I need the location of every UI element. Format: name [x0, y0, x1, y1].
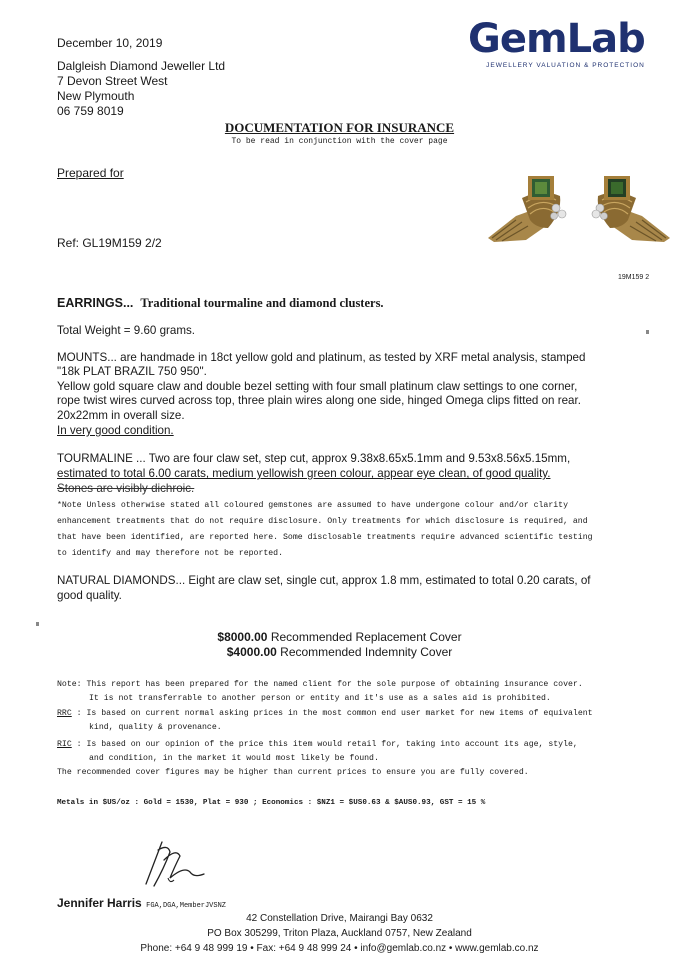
ric-line-2: and condition, in the market it would most likely be found.: [89, 754, 379, 763]
reference-number: Ref: GL19M159 2/2: [57, 236, 162, 250]
ric-text-1: : Is based on our opinion of the price this item would retail for, taking into account its age, style,: [76, 740, 578, 749]
indemnity-cover: [0, 645, 679, 659]
scan-mark: [646, 330, 649, 334]
signer-name: Jennifer Harris: [57, 896, 142, 910]
prepared-for-label: Prepared for: [57, 166, 124, 180]
mounts-line-4: rope twist wires curved across top, three plain wires along one side, hinged Omega clips fitted on rear.: [57, 394, 581, 407]
note-line-1: [57, 678, 583, 692]
left-earring: [488, 176, 566, 242]
report-date: December 10, 2019: [57, 36, 163, 50]
ric-line-1: [57, 738, 578, 752]
logo-tagline: JEWELLERY VALUATION & PROTECTION: [486, 62, 645, 69]
item-heading-rest: Traditional tourmaline and diamond clusters.: [140, 296, 384, 310]
tourmaline-line-2: estimated to total 6.00 carats, medium yellowish green colour, appear eye clean, of good quality.: [57, 467, 551, 480]
signer-block: [57, 894, 226, 912]
indemnity-label: Recommended Indemnity Cover: [280, 645, 453, 659]
replacement-amount: $8000.00: [217, 630, 268, 644]
final-note: The recommended cover figures may be higher than current prices to ensure you are fully covered.: [57, 768, 529, 777]
address-company: Dalgleish Diamond Jeweller Ltd: [57, 59, 226, 73]
signer-credentials: FGA,DGA,MemberJVSNZ: [146, 902, 226, 910]
gemlab-logo: [468, 18, 663, 78]
mounts-line-1: MOUNTS... are handmade in 18ct yellow gold and platinum, as tested by XRF metal analysis, stamped: [57, 351, 586, 364]
replacement-label: Recommended Replacement Cover: [270, 630, 462, 644]
footer-address: 42 Constellation Drive, Mairangi Bay 0632: [246, 913, 433, 924]
rrc-text-1: : Is based on current normal asking prices in the most common end user market for new items of equivalent: [76, 709, 593, 718]
rrc-line-1: [57, 707, 593, 721]
mounts-line-2: "18k PLAT BRAZIL 750 950".: [57, 365, 207, 378]
mounts-line-3: Yellow gold square claw and double bezel setting with four small platinum claw settings to one corner,: [57, 380, 578, 393]
treatment-note-line-4: to identify and may therefore not be reported.: [57, 549, 284, 558]
address-phone: 06 759 8019: [57, 104, 124, 118]
right-earring: [592, 176, 670, 242]
document-subtitle: To be read in conjunction with the cover page: [231, 137, 448, 146]
tourmaline-line-1: TOURMALINE ... Two are four claw set, step cut, approx 9.38x8.65x5.1mm and 9.53x8.56x5.15mm,: [57, 452, 571, 465]
image-code: 19M159 2: [618, 274, 650, 281]
earrings-photo: [486, 168, 672, 268]
treatment-note-line-2: enhancement treatments that do not require disclosure. Only treatments for which disclosure is required, and: [57, 517, 588, 526]
logo-text: GemLab: [468, 16, 645, 62]
treatment-note-line-1: *Note Unless otherwise stated all coloured gemstones are assumed to have undergone colour and/or clarity: [57, 501, 568, 510]
mounts-condition: In very good condition.: [57, 424, 174, 437]
replacement-cover: [0, 630, 679, 644]
address-street: 7 Devon Street West: [57, 74, 168, 88]
tourmaline-line-3: Stones are visibly dichroic.: [57, 482, 195, 495]
item-heading: [57, 296, 384, 311]
treatment-note-line-3: that have been identified, are reported here. Some disclosable treatments require advanced scientific testing: [57, 533, 593, 542]
indemnity-amount: $4000.00: [226, 645, 277, 659]
diamonds-line-1: NATURAL DIAMONDS... Eight are claw set, single cut, approx 1.8 mm, estimated to total 0.20 carats, of: [57, 574, 591, 587]
note-text-1: This report has been prepared for the named client for the sole purpose of obtaining insurance cover.: [86, 680, 583, 689]
ric-label: RIC: [57, 740, 72, 749]
item-heading-lead: EARRINGS...: [57, 296, 134, 310]
rrc-line-2: kind, quality & provenance.: [89, 723, 222, 732]
note-prefix: Note:: [57, 680, 82, 689]
total-weight: Total Weight = 9.60 grams.: [57, 324, 196, 337]
document-title: DOCUMENTATION FOR INSURANCE: [224, 120, 455, 135]
address-city: New Plymouth: [57, 89, 135, 103]
signature-image: [140, 838, 212, 890]
footer-postal: PO Box 305299, Triton Plaza, Auckland 0757, New Zealand: [207, 928, 472, 939]
diamonds-line-2: good quality.: [57, 589, 122, 602]
rrc-label: RRC: [57, 709, 72, 718]
note-line-2: It is not transferrable to another person or entity and it's use as a sales aid is prohibited.: [89, 694, 551, 703]
footer-contact: Phone: +64 9 48 999 19 • Fax: +64 9 48 999 24 • info@gemlab.co.nz • www.gemlab.co.nz: [140, 943, 539, 954]
scan-mark: [36, 622, 39, 626]
metals-line: Metals in $US/oz : Gold = 1530, Plat = 930 ; Economics : $NZ1 = $US0.63 & $AUS0.93, GST = 15 %: [57, 799, 486, 807]
mounts-line-5: 20x22mm in overall size.: [57, 409, 185, 422]
